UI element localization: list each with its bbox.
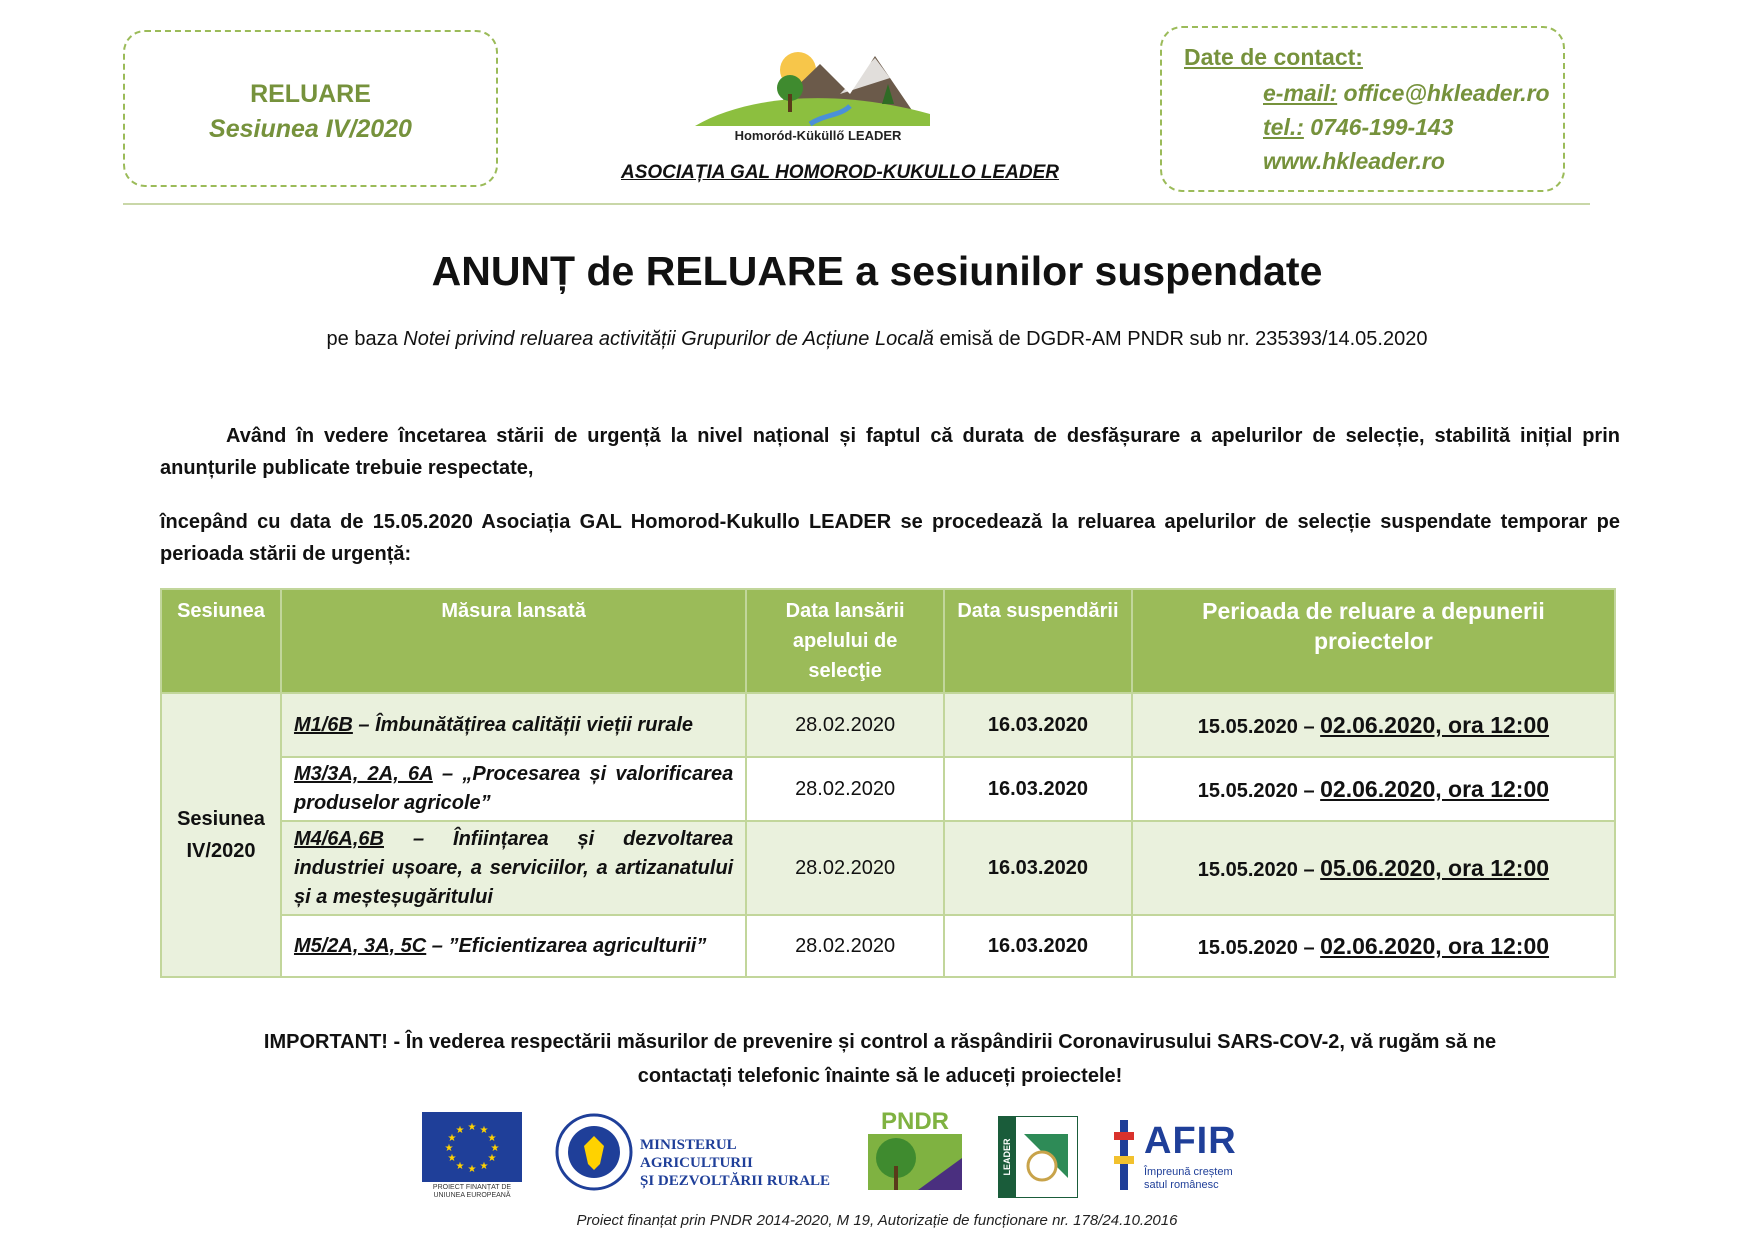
- suspend-date-cell: 16.03.2020: [944, 693, 1132, 757]
- afir-label: AFIR: [1144, 1120, 1237, 1162]
- contact-web[interactable]: www.hkleader.ro: [1263, 148, 1445, 174]
- important-line2: contactați telefonic înainte să le aduceți proiectele!: [637, 1065, 1123, 1087]
- launch-date-cell: 28.02.2020: [746, 757, 944, 821]
- svg-text:★: ★: [447, 1153, 457, 1164]
- svg-text:★: ★: [487, 1153, 497, 1164]
- header-divider: [123, 203, 1590, 205]
- intro-paragraph: [160, 420, 1620, 484]
- measure-text: – Înființarea și dezvoltarea industriei ușoare, a serviciilor, a artizanatului și a meșteșugăritului: [293, 827, 734, 908]
- measure-cell: [281, 821, 746, 915]
- suspend-date-cell: 16.03.2020: [944, 821, 1132, 915]
- intro-text: Având în vedere încetarea stării de urgență la nivel național și faptul că durata de desfășurare a apelurilor de selecție, stabilită inițial prin anunțurile publicate trebuie respectate,: [160, 425, 1620, 479]
- ministry-name: [640, 1136, 846, 1190]
- afir-tagline: [1144, 1166, 1233, 1192]
- launch-date-cell: 28.02.2020: [746, 915, 944, 977]
- session-cell: Sesiunea IV/2020: [161, 693, 281, 977]
- gal-logo: [690, 44, 950, 144]
- period-end: 02.06.2020, ora 12:00: [1320, 932, 1550, 959]
- svg-text:★: ★: [479, 1125, 489, 1136]
- svg-text:★: ★: [467, 1122, 477, 1133]
- ministry-line2: ȘI DEZVOLTĂRII RURALE: [640, 1173, 831, 1189]
- measure-code: M4/6A,6B: [293, 827, 384, 850]
- header-resume-period: Perioada de reluare a depunerii proiectelor: [1132, 589, 1615, 693]
- svg-text:★: ★: [467, 1164, 477, 1175]
- session-box: [123, 30, 498, 187]
- leader-label: LEADER: [1002, 1138, 1012, 1176]
- afir-logo: [1110, 1112, 1240, 1200]
- svg-text:★: ★: [447, 1133, 457, 1144]
- logo-text: Homoród-Küküllő LEADER: [734, 128, 902, 143]
- measure-text: – ”Eficientizarea agriculturii”: [426, 934, 707, 957]
- subtitle-italic: Notei privind reluarea activității Grupurilor de Acțiune Locală: [403, 328, 934, 350]
- measure-text: – „Procesarea și valorificarea produselor agricole”: [293, 763, 734, 814]
- association-name: ASOCIAȚIA GAL HOMOROD-KUKULLO LEADER: [620, 162, 1060, 183]
- period-end: 02.06.2020, ora 12:00: [1320, 711, 1550, 738]
- contact-title: Date de contact:: [1184, 44, 1363, 70]
- table-row: [161, 693, 1615, 757]
- measure-code: M1/6B: [293, 713, 353, 736]
- tel-label: tel.:: [1263, 114, 1304, 140]
- important-line1: IMPORTANT! - În vederea respectării măsurilor de prevenire și control a răspândirii Coronavirusului SARS-COV-2, vă rugăm să ne: [263, 1031, 1497, 1053]
- contact-box: [1160, 26, 1565, 192]
- svg-text:★: ★: [490, 1143, 500, 1154]
- svg-text:★: ★: [444, 1143, 454, 1154]
- period-cell: [1132, 915, 1615, 977]
- svg-text:★: ★: [455, 1161, 465, 1172]
- ministry-logo: [554, 1112, 846, 1198]
- pndr-label: PNDR: [880, 1108, 949, 1135]
- table-row: [161, 915, 1615, 977]
- eu-flag-logo: [422, 1112, 522, 1200]
- table-row: [161, 757, 1615, 821]
- page-title: ANUNȚ de RELUARE a sesiunilor suspendate: [431, 248, 1323, 294]
- suspend-date-cell: 16.03.2020: [944, 757, 1132, 821]
- measure-text: – Îmbunătățirea calității vieții rurale: [352, 713, 694, 736]
- measure-cell: [281, 757, 746, 821]
- period-start: 15.05.2020 –: [1197, 858, 1321, 881]
- period-start: 15.05.2020 –: [1197, 936, 1321, 959]
- ministry-line1: MINISTERUL AGRICULTURII: [640, 1137, 753, 1171]
- afir-tag-line2: satul românesc: [1144, 1179, 1219, 1191]
- measure-code: M5/2A, 3A, 5C: [293, 934, 427, 957]
- measure-cell: [281, 915, 746, 977]
- period-end: 05.06.2020, ora 12:00: [1320, 854, 1550, 881]
- header-measure: Măsura lansată: [281, 589, 746, 693]
- page-subtitle: [0, 328, 1754, 351]
- subtitle-suffix: emisă de DGDR-AM PNDR sub nr. 235393/14.05.2020: [933, 328, 1428, 350]
- important-notice: [150, 1025, 1610, 1093]
- launch-date-cell: 28.02.2020: [746, 693, 944, 757]
- header-suspend-date: Data suspendării: [944, 589, 1132, 693]
- session-box-line1: RELUARE: [250, 80, 371, 108]
- period-start: 15.05.2020 –: [1197, 779, 1321, 802]
- pndr-logo: [868, 1108, 962, 1202]
- eu-caption: PROIECT FINANȚAT DE UNIUNEA EUROPEANĂ: [432, 1184, 512, 1199]
- email-value: office@hkleader.ro: [1343, 80, 1550, 106]
- period-cell: [1132, 821, 1615, 915]
- period-end: 02.06.2020, ora 12:00: [1320, 775, 1550, 802]
- header-session: Sesiunea: [161, 589, 281, 693]
- launch-date-cell: 28.02.2020: [746, 821, 944, 915]
- session-box-line2: Sesiunea IV/2020: [209, 115, 412, 143]
- footer-note: Proiect finanțat prin PNDR 2014-2020, M 19, Autorizație de funcționare nr. 178/24.10.2016: [576, 1212, 1178, 1229]
- contact-tel[interactable]: [1263, 114, 1454, 141]
- table-header-row: [161, 589, 1615, 693]
- resume-paragraph: începând cu data de 15.05.2020 Asociația GAL Homorod-Kukullo LEADER se procedează la reluarea apelurilor de selecție suspendate temporar pe perioada stării de urgență:: [160, 511, 1620, 565]
- subtitle-prefix: pe baza: [326, 328, 404, 350]
- measure-cell: [281, 693, 746, 757]
- leader-logo: [998, 1116, 1078, 1198]
- period-cell: [1132, 757, 1615, 821]
- sessions-table: [160, 588, 1616, 978]
- svg-text:★: ★: [487, 1133, 497, 1144]
- period-start: 15.05.2020 –: [1197, 715, 1321, 738]
- table-row: [161, 821, 1615, 915]
- header-launch-date: Data lansării apelului de selecţie: [746, 589, 944, 693]
- measure-code: M3/3A, 2A, 6A: [293, 763, 433, 785]
- svg-text:★: ★: [479, 1161, 489, 1172]
- suspend-date-cell: 16.03.2020: [944, 915, 1132, 977]
- period-cell: [1132, 693, 1615, 757]
- email-label: e-mail:: [1263, 80, 1338, 106]
- svg-text:★: ★: [455, 1125, 465, 1136]
- afir-tag-line1: Împreună creștem: [1144, 1166, 1233, 1178]
- tel-value: 0746-199-143: [1310, 114, 1454, 140]
- contact-email[interactable]: [1263, 80, 1550, 107]
